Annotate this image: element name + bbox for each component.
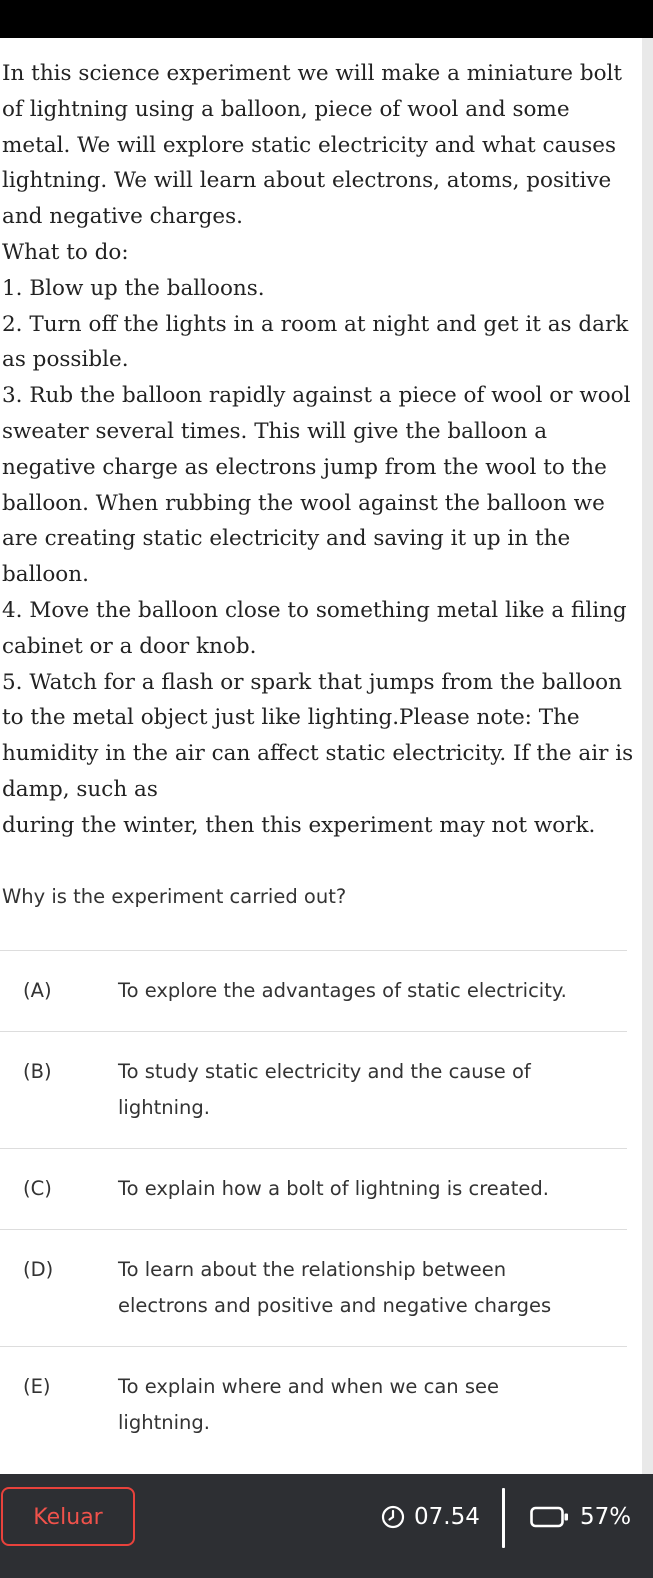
passage-step-2: 2. Turn off the lights in a room at night and get it as dark as possible.: [2, 311, 629, 373]
clock-icon: [381, 1505, 405, 1529]
battery-value: 57%: [580, 1504, 632, 1530]
option-letter: (E): [23, 1375, 51, 1398]
scrollbar[interactable]: [642, 38, 653, 1474]
passage-step-3: 3. Rub the balloon rapidly against a piece of wool or wool sweater several times. This will give the balloon a negative charge as electrons jump from the wool to the balloon. When rubbing the wool against the balloon we are creating static electricity and saving it up in the balloon.: [2, 383, 631, 588]
answer-option-d[interactable]: [0, 1229, 627, 1346]
passage-step-1: 1. Blow up the balloons.: [2, 275, 265, 301]
bottom-bar: [0, 1474, 653, 1578]
exit-button[interactable]: Keluar: [1, 1487, 135, 1546]
option-text: To study static electricity and the cause of lightning.: [118, 1060, 531, 1119]
answer-option-c[interactable]: [0, 1148, 627, 1229]
passage-instructions-heading: What to do:: [2, 239, 129, 265]
question-text: Why is the experiment carried out?: [2, 885, 347, 908]
option-text: To explain where and when we can see lightning.: [118, 1375, 500, 1434]
option-letter: (A): [23, 979, 52, 1002]
reading-passage: [2, 56, 634, 844]
footer-divider: [502, 1488, 505, 1548]
option-text: To explain how a bolt of lightning is created.: [118, 1177, 549, 1200]
battery-status: [530, 1500, 631, 1534]
answer-option-b[interactable]: [0, 1031, 627, 1148]
answer-options: [0, 950, 627, 1463]
passage-note-end: during the winter, then this experiment may not work.: [2, 812, 596, 838]
option-text: To learn about the relationship between electrons and positive and negative charges: [118, 1258, 552, 1317]
option-letter: (B): [23, 1060, 52, 1083]
option-text: To explore the advantages of static electricity.: [118, 979, 567, 1002]
option-letter: (D): [23, 1258, 54, 1281]
option-letter: (C): [23, 1177, 52, 1200]
timer-value: 07.54: [414, 1504, 480, 1530]
top-status-bar: [0, 0, 653, 38]
timer: [381, 1500, 480, 1534]
passage-intro: In this science experiment we will make a miniature bolt of lightning using a balloon, piece of wool and some metal. We will explore static electricity and what causes lightning. We will learn about electrons, atoms, positive and negative charges.: [2, 61, 623, 230]
answer-option-a[interactable]: [0, 950, 627, 1031]
answer-option-e[interactable]: [0, 1346, 627, 1463]
passage-step-5: 5. Watch for a flash or spark that jumps from the balloon to the metal object just like lighting.Please note: The humidity in the air can affect static electricity. If the air is damp, such as: [2, 669, 634, 802]
battery-icon: [530, 1506, 570, 1528]
passage-step-4: 4. Move the balloon close to something metal like a filing cabinet or a door knob.: [2, 597, 627, 659]
